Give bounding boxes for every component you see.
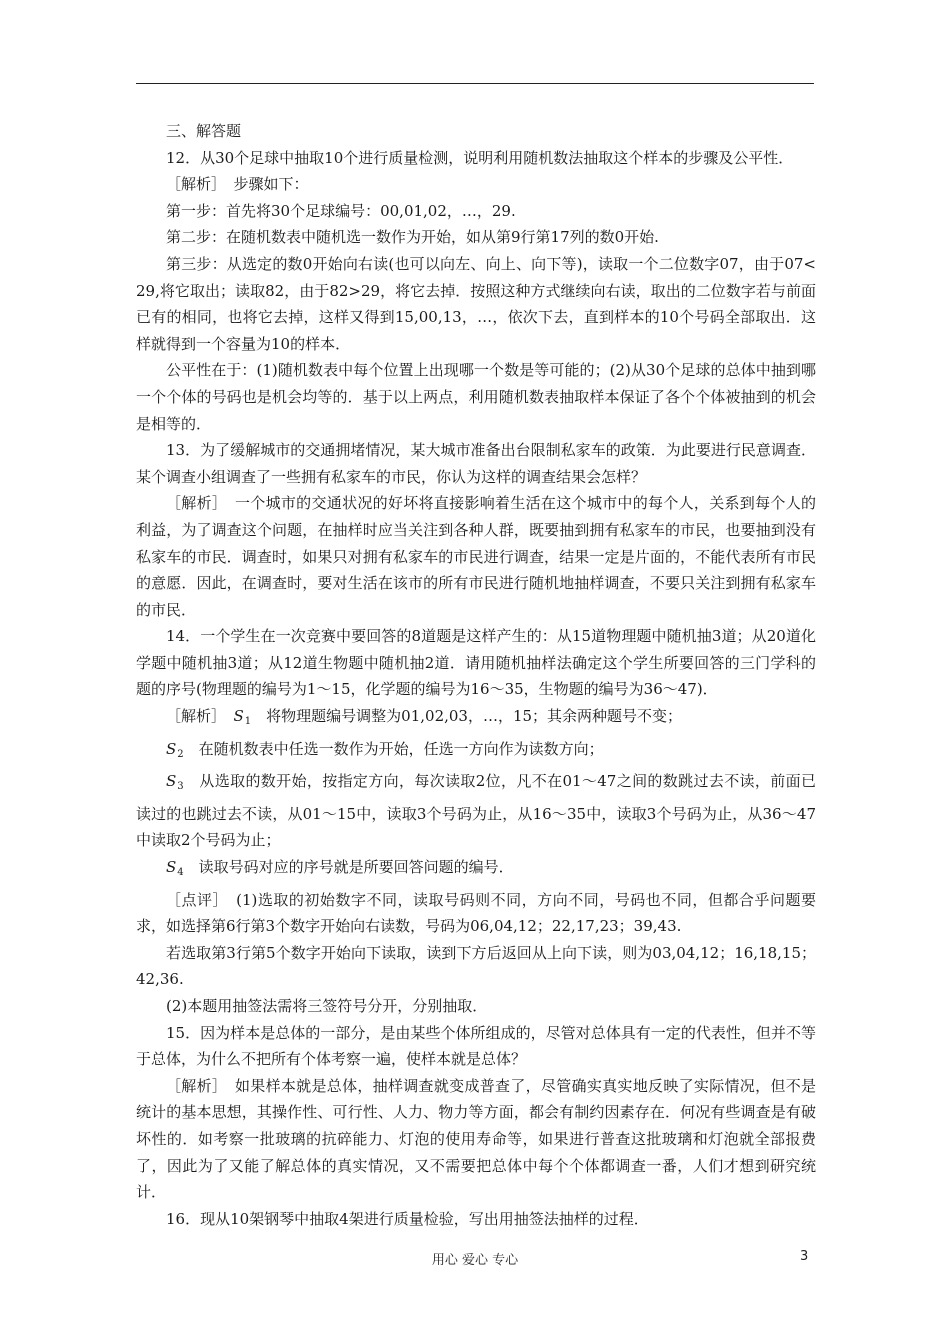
s2-text: 在随机数表中任选一数作为开始，任选一方向作为读数方向； bbox=[183, 739, 604, 758]
analysis-label: ［解析］ bbox=[166, 707, 234, 726]
comment-14-part-1b: 若选取第3行第5个数字开始向下读取，读到下方后返回从上向下读，则为03,04,12；16,18,15；42,36. bbox=[136, 943, 816, 989]
s-letter: S bbox=[166, 739, 177, 758]
section-title: 三、解答题 bbox=[166, 122, 242, 140]
question-13: 13．为了缓解城市的交通拥堵情况，某大城市准备出台限制私家车的政策．为此要进行民意调查．某个调查小组调查了一些拥有私家车的市民，你认为这样的调查结果会怎样？ bbox=[136, 441, 816, 486]
question-12: 12．从30个足球中抽取10个进行质量检测，说明利用随机数法抽取这个样本的步骤及公平性． bbox=[166, 148, 794, 167]
s3-subscript: 3 bbox=[177, 781, 184, 793]
header-rule bbox=[136, 83, 814, 84]
s3-text: 从选取的数开始，按指定方向，每次读取2位，凡不在01～47之间的数跳过去不读，前面已读过的也跳过去不读，从01～15中，读取3个号码为止，从16～35中，读取3个号码为止，从36～47中读取2个号码为止； bbox=[136, 772, 816, 850]
step-1: 第一步：首先将30个足球编号：00,01,02，…，29. bbox=[166, 201, 516, 220]
fairness-paragraph: 公平性在于：(1)随机数表中每个位置上出现哪一个数是等可能的；(2)从30个足球的总体中抽到哪一个个体的号码也是机会均等的．基于以上两点，利用随机数表抽取样本保证了各个个体被抽到的机会是相等的． bbox=[136, 361, 816, 433]
s4-text: 读取号码对应的序号就是所要回答问题的编号． bbox=[183, 858, 514, 877]
step-3: 第三步：从选定的数0开始向右读(也可以向左、向上、向下等)，读取一个二位数字07，由于07<29,将它取出；读取82，由于82>29，将它去掉．按照这种方式继续向右读，取出的二位数字若与前面已有的相同，也将它去掉，这样又得到15,00,13，…，依次下去，直到样本的10个号码全部取出．这样就得到一个容量为10的样本． bbox=[136, 254, 816, 353]
footer-slogan: 用心 爱心 专心 bbox=[431, 1253, 519, 1268]
s-letter: S bbox=[233, 707, 244, 726]
analysis-12: ［解析］ 步骤如下： bbox=[166, 175, 309, 194]
question-15: 15．因为样本是总体的一部分，是由某些个体所组成的，尽管对总体具有一定的代表性，但并不等于总体，为什么不把所有个体考察一遍，使样本就是总体？ bbox=[136, 1023, 816, 1069]
s-letter: S bbox=[166, 772, 177, 791]
comment-14-part-2: (2)本题用抽签法需将三签符号分开，分别抽取． bbox=[166, 997, 488, 1015]
s1-text: 将物理题编号调整为01,02,03，…，15；其余两种题号不变； bbox=[251, 707, 683, 726]
analysis-14-s3 bbox=[136, 768, 816, 854]
s-letter: S bbox=[166, 858, 177, 877]
comment-14-part-1: ［点评］ (1)选取的初始数字不同，读取号码则不同，方向不同，号码也不同，但都合乎问题要求，如选择第6行第3个数字开始向右读数，号码为06,04,12；22,17,23；39,43. bbox=[136, 890, 816, 936]
analysis-14-s1 bbox=[136, 703, 816, 736]
page-footer bbox=[0, 1249, 950, 1269]
s2-subscript: 2 bbox=[177, 748, 184, 760]
page-content bbox=[136, 118, 816, 1232]
question-16: 16．现从10架钢琴中抽取4架进行质量检验，写出用抽签法抽样的过程． bbox=[166, 1209, 649, 1228]
question-14: 14．一个学生在一次竞赛中要回答的8道题是这样产生的：从15道物理题中随机抽3道；从20道化学题中随机抽3道；从12道生物题中随机抽2道．请用随机抽样法确定这个学生所要回答的三门学科的题的序号(物理题的编号为1～15，化学题的编号为16～35，生物题的编号为36～47)． bbox=[136, 627, 816, 699]
analysis-14-s4 bbox=[136, 854, 816, 887]
s1-subscript: 1 bbox=[244, 716, 252, 728]
page-number: 3 bbox=[800, 1249, 809, 1264]
step-2: 第二步：在随机数表中随机选一数作为开始，如从第9行第17列的数0开始. bbox=[166, 228, 659, 247]
s4-subscript: 4 bbox=[177, 867, 184, 879]
analysis-15: ［解析］ 如果样本就是总体，抽样调查就变成普查了，尽管确实真实地反映了实际情况，但不是统计的基本思想，其操作性、可行性、人力、物力等方面，都会有制约因素存在．何况有些调查是有破坏性的．如考察一批玻璃的抗碎能力、灯泡的使用寿命等，如果进行普查这批玻璃和灯泡就全部报费了，因此为了又能了解总体的真实情况，又不需要把总体中每个个体都调查一番，人们才想到研究统计． bbox=[136, 1076, 816, 1202]
analysis-13: ［解析］ 一个城市的交通状况的好坏将直接影响着生活在这个城市中的每个人，关系到每个人的利益，为了调查这个问题，在抽样时应当关注到各种人群，既要抽到拥有私家车的市民，也要抽到没有私家车的市民．调查时，如果只对拥有私家车的市民进行调查，结果一定是片面的，不能代表所有市民的意愿．因此，在调查时，要对生活在该市的所有市民进行随机地抽样调查，不要只关注到拥有私家车的市民． bbox=[136, 494, 816, 619]
analysis-14-s2 bbox=[136, 736, 816, 769]
